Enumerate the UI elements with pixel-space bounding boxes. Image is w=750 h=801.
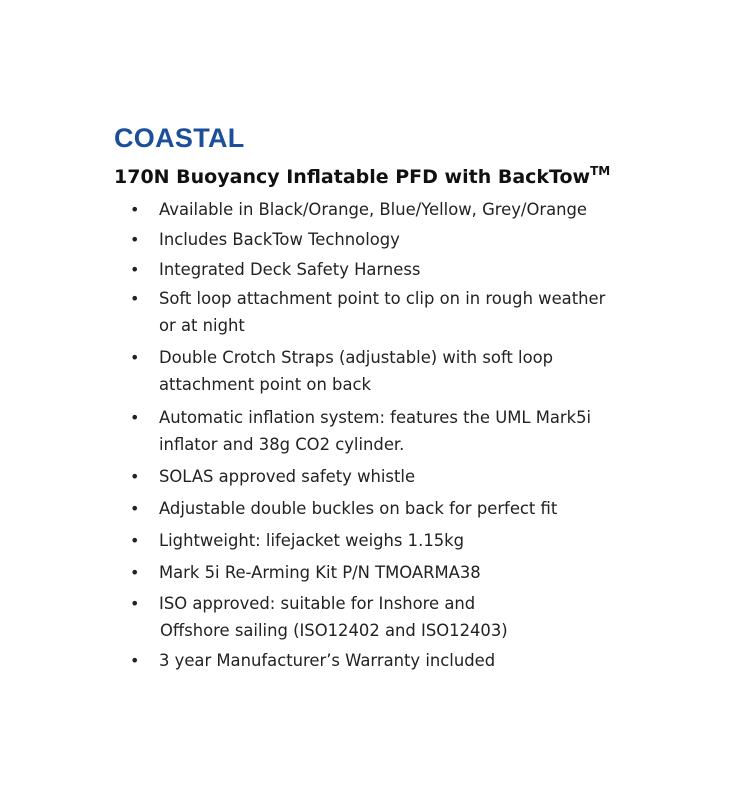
feature-text-line: Available in Black/Orange, Blue/Yellow, Grey/Orange xyxy=(159,200,588,219)
product-title-text: 170N Buoyancy Inflatable PFD with BackTow xyxy=(114,166,591,188)
feature-text xyxy=(159,256,639,283)
bullet-icon: • xyxy=(130,531,140,550)
bullet-icon: • xyxy=(130,467,140,486)
feature-text-line: ISO approved: suitable for Inshore and xyxy=(159,594,476,613)
feature-text-line: Lightweight: lifejacket weighs 1.15kg xyxy=(159,531,465,550)
feature-text xyxy=(159,196,639,223)
product-title xyxy=(114,157,610,191)
bullet-icon: • xyxy=(130,408,140,427)
bullet-icon: • xyxy=(130,260,140,279)
feature-text xyxy=(159,647,639,674)
feature-text-line: Mark 5i Re-Arming Kit P/N TMOARMA38 xyxy=(159,563,481,582)
feature-text xyxy=(159,285,639,339)
feature-text-line: Adjustable double buckles on back for perfect fit xyxy=(159,499,558,518)
feature-text xyxy=(159,226,639,253)
feature-text xyxy=(159,559,639,586)
bullet-icon: • xyxy=(130,348,140,367)
feature-text-line: inflator and 38g CO2 cylinder. xyxy=(159,435,405,454)
feature-text-line: Offshore sailing (ISO12402 and ISO12403) xyxy=(160,621,508,640)
feature-text xyxy=(159,463,639,490)
feature-text-line: SOLAS approved safety whistle xyxy=(159,467,416,486)
feature-text-line: 3 year Manufacturer’s Warranty included xyxy=(159,651,496,670)
feature-text xyxy=(159,404,639,458)
bullet-icon: • xyxy=(130,651,140,670)
feature-text xyxy=(159,527,639,554)
bullet-icon: • xyxy=(130,230,140,249)
feature-text-line: Integrated Deck Safety Harness xyxy=(159,260,421,279)
feature-text xyxy=(159,344,639,398)
feature-text-line: Automatic inflation system: features the UML Mark5i xyxy=(159,408,592,427)
brand-heading: COASTAL xyxy=(114,123,245,153)
feature-text-line: attachment point on back xyxy=(159,375,372,394)
feature-text xyxy=(159,495,639,522)
bullet-icon: • xyxy=(130,594,140,613)
feature-text xyxy=(159,590,639,644)
bullet-icon: • xyxy=(130,563,140,582)
bullet-icon: • xyxy=(130,200,140,219)
bullet-icon: • xyxy=(130,499,140,518)
feature-text-line: Double Crotch Straps (adjustable) with soft loop xyxy=(159,348,554,367)
feature-text-line: Soft loop attachment point to clip on in rough weather xyxy=(159,289,606,308)
trademark-symbol: TM xyxy=(590,164,611,178)
feature-text-line: Includes BackTow Technology xyxy=(159,230,400,249)
bullet-icon: • xyxy=(130,289,140,308)
feature-text-line: or at night xyxy=(159,316,245,335)
